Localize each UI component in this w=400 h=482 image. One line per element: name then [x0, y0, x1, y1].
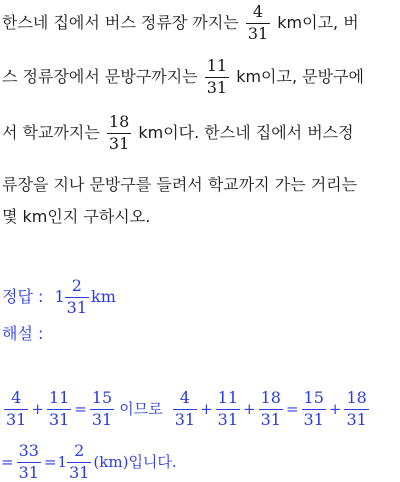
explanation-equation-1: [2, 390, 371, 429]
problem-line-2: [2, 58, 364, 97]
problem-text: 서 학교까지는: [2, 122, 100, 142]
answer-line: [2, 278, 116, 317]
fraction: $\frac{4}{31}$: [174, 388, 196, 429]
plus-sign: +: [31, 399, 44, 418]
fraction: $\frac{15}{31}$: [91, 388, 113, 429]
fraction-18-31: $\frac{18}{31}$: [108, 112, 130, 153]
fraction: $\frac{4}{31}$: [6, 388, 27, 429]
fraction-4-31: $\frac{4}{31}$: [247, 2, 269, 43]
equals-sign: =: [74, 399, 87, 418]
fraction: $\frac{15}{31}$: [303, 388, 324, 429]
problem-line-1: [2, 4, 359, 43]
problem-line-4: [2, 177, 357, 193]
answer-fraction: $\frac{2}{31}$: [66, 276, 88, 317]
fraction: $\frac{18}{31}$: [346, 388, 367, 429]
problem-text: km이고, 문방구에: [236, 66, 364, 86]
fraction: $\frac{33}{31}$: [18, 441, 39, 482]
answer-unit: km: [91, 286, 116, 306]
fraction: $\frac{18}{31}$: [260, 388, 281, 429]
mixed-whole: 1: [57, 452, 68, 471]
problem-text: 류장을 지나 문방구를 들려서 학교까지 가는 거리는: [2, 175, 358, 194]
equals-sign: =: [285, 399, 299, 418]
fraction: $\frac{11}{31}$: [217, 388, 239, 429]
problem-line-5: [2, 209, 150, 225]
problem-text: km이다. 한스네 집에서 버스정: [138, 122, 354, 142]
equals-sign: =: [1, 452, 14, 471]
fraction: $\frac{11}{31}$: [48, 388, 70, 429]
explanation-text: 이므로: [119, 399, 163, 418]
equals-sign: =: [43, 452, 57, 471]
answer-label: 정답 :: [2, 286, 44, 306]
answer-whole: 1: [54, 286, 65, 306]
fraction: $\frac{2}{31}$: [69, 441, 90, 482]
explanation-equation-2: [0, 443, 177, 482]
problem-text: 한스네 집에서 버스 정류장 까지는: [2, 12, 239, 32]
explanation-tail: (km)입니다.: [93, 452, 177, 471]
problem-text: 몇 km인지 구하시오.: [2, 207, 151, 226]
problem-text: km이고, 버: [277, 12, 359, 32]
fraction-11-31: $\frac{11}{31}$: [206, 56, 228, 97]
explanation-label: 해설 :: [2, 324, 44, 343]
explanation-label-line: [2, 326, 43, 342]
plus-sign: +: [243, 399, 256, 418]
problem-text: 스 정류장에서 문방구까지는: [2, 66, 198, 86]
problem-line-3: [2, 114, 354, 153]
plus-sign: +: [328, 399, 342, 418]
plus-sign: +: [200, 399, 213, 418]
